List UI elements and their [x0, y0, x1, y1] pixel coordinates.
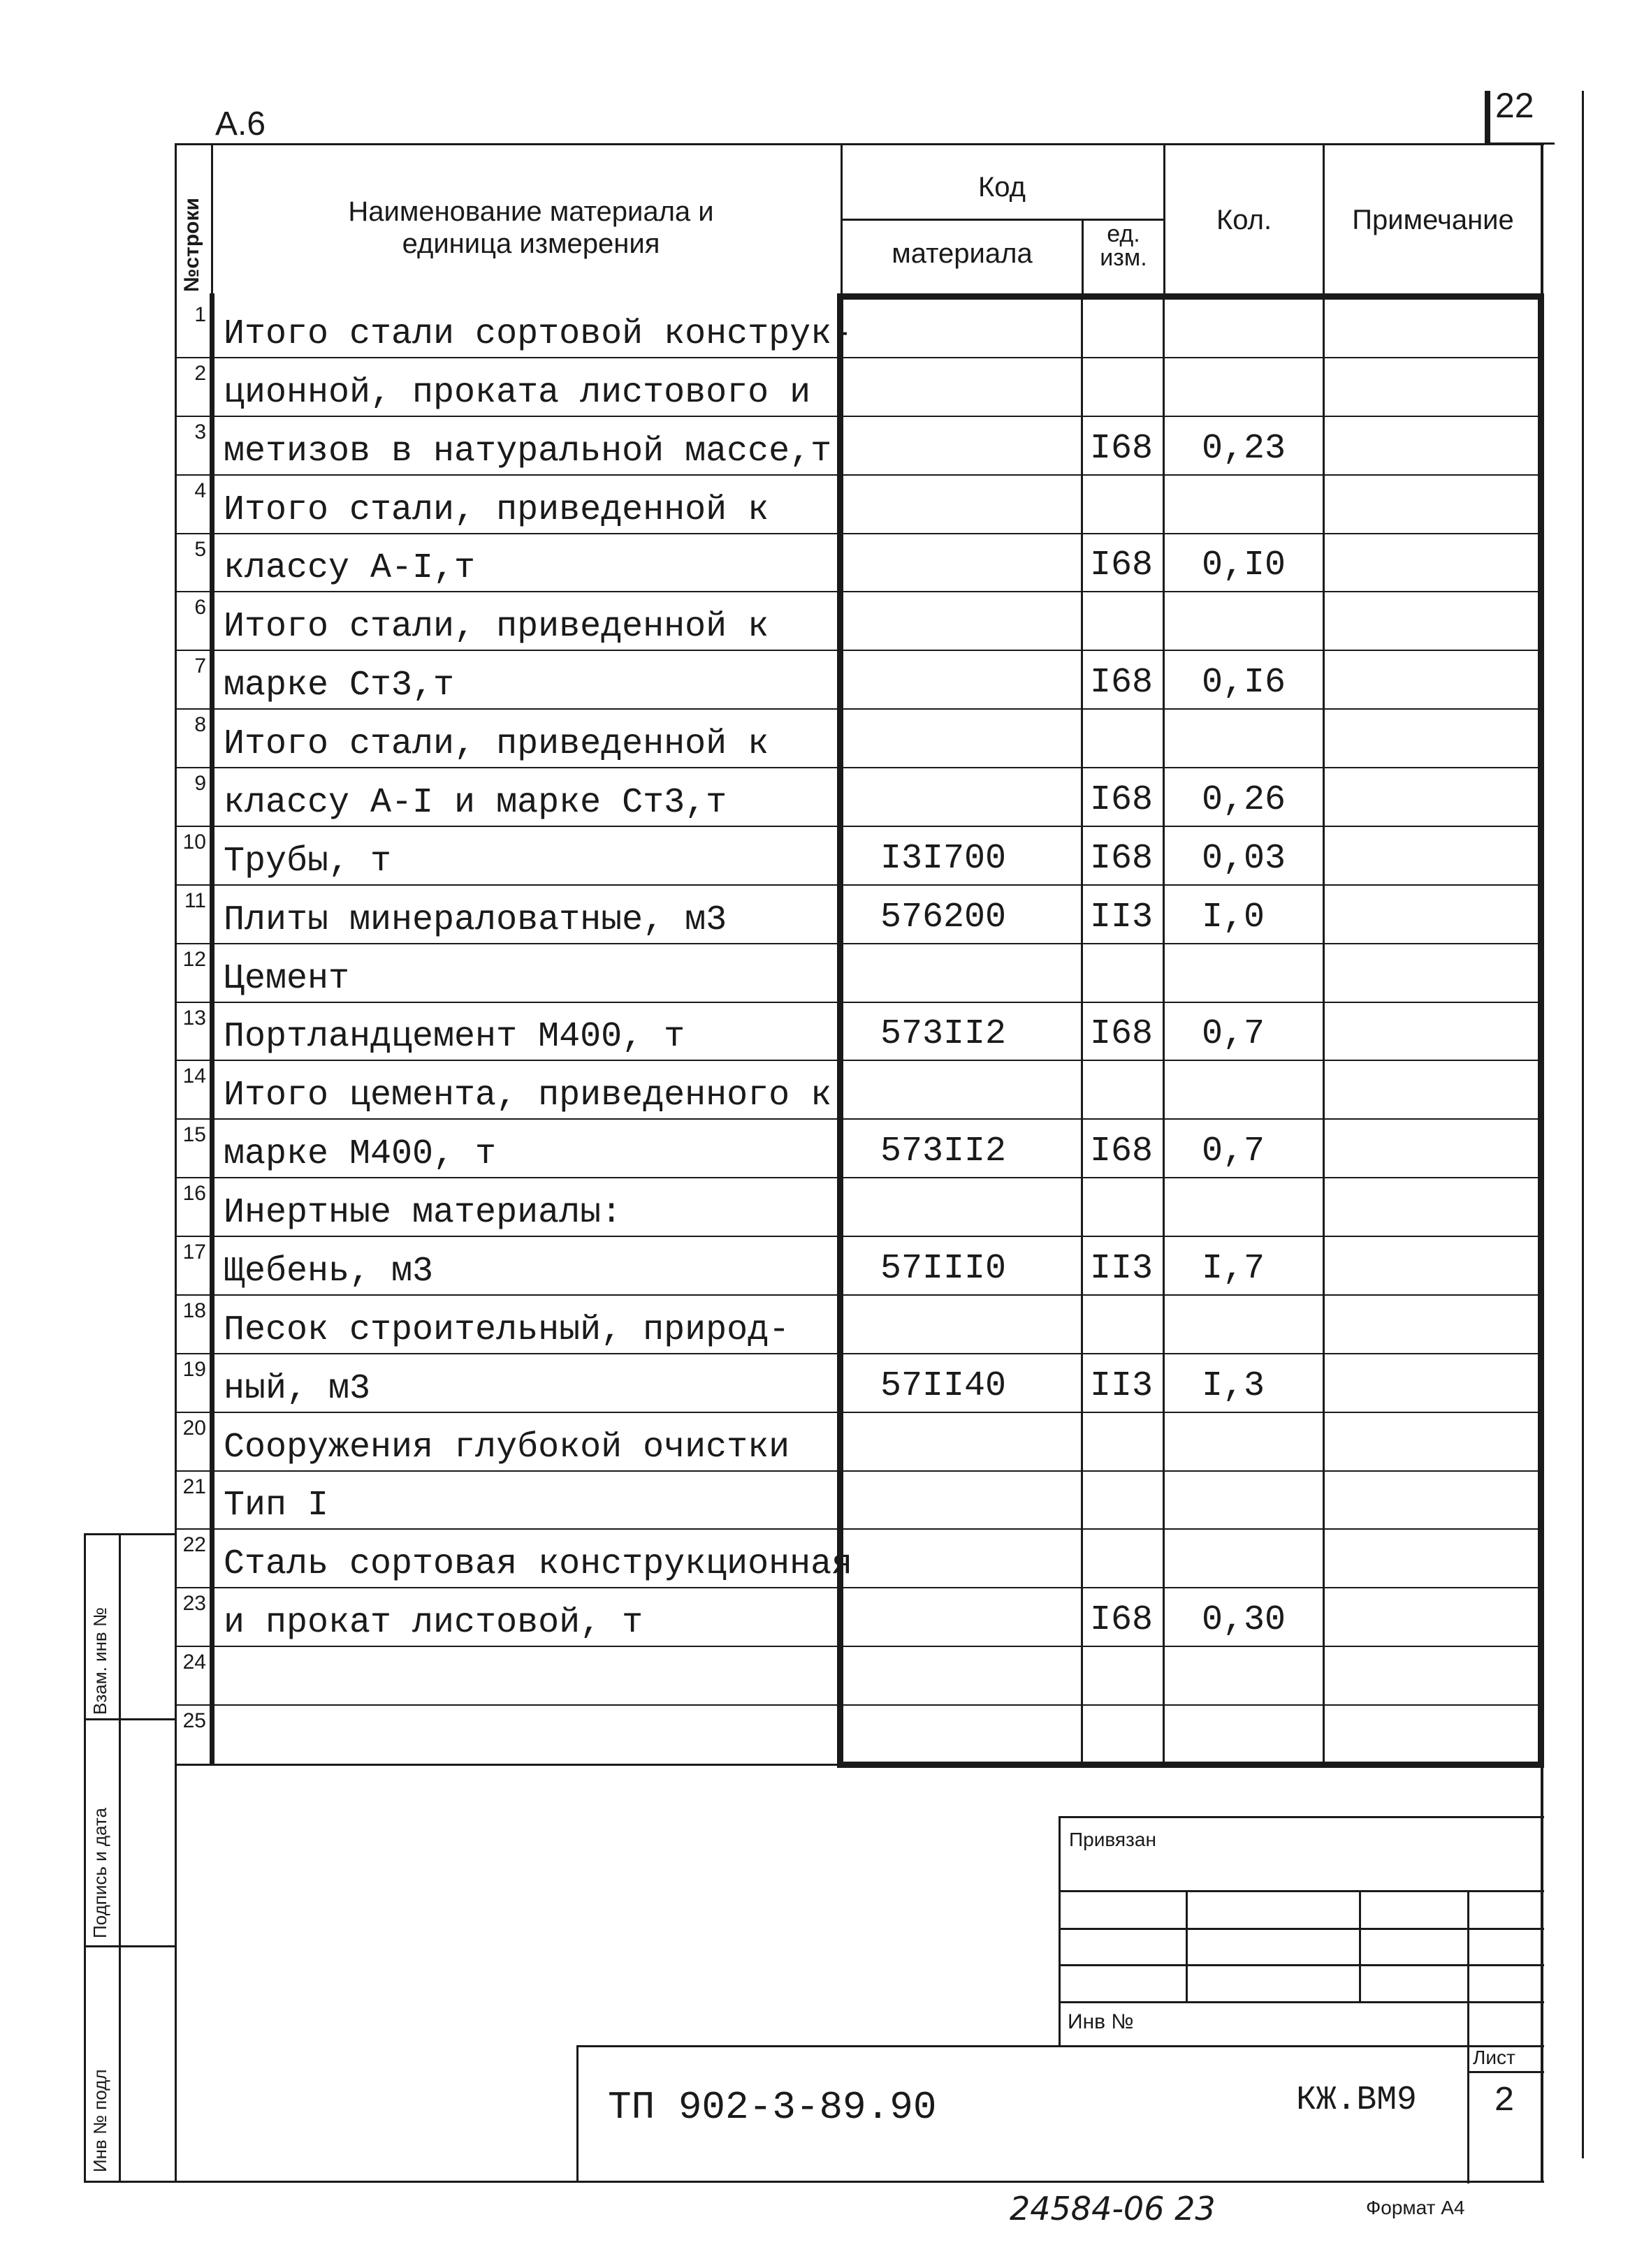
- footer-handwritten: 24584-06 23: [1010, 2190, 1216, 2227]
- row-separator: [175, 591, 1541, 592]
- row-number: 7: [194, 654, 206, 678]
- header-note: Примечание: [1352, 205, 1514, 235]
- stamp-sheet-divider: [1467, 2071, 1544, 2073]
- row-separator: [175, 767, 1541, 768]
- row-material-code: 576200: [880, 898, 1007, 937]
- row-separator: [175, 1353, 1541, 1354]
- header-row-no: №строки: [180, 198, 203, 292]
- stamp-col-c: [1467, 1890, 1469, 2183]
- row-number: 25: [182, 1709, 206, 1732]
- row-unit: II3: [1090, 1249, 1154, 1289]
- row-number: 21: [182, 1475, 206, 1498]
- row-name: Тип I: [224, 1486, 329, 1526]
- frame-left: [175, 143, 177, 2183]
- row-number: 4: [194, 479, 206, 502]
- stamp-row-c: [1059, 1964, 1544, 1966]
- row-unit: I68: [1090, 1014, 1154, 1054]
- stamp-sheet-label: Лист: [1473, 2047, 1515, 2068]
- side-sep-3: [84, 1945, 175, 1947]
- side-zam-inv: Взам. инв №: [89, 1607, 110, 1715]
- side-inv-podl: Инв № подл: [89, 2069, 110, 2172]
- row-qty: 0,7: [1202, 1014, 1265, 1054]
- row-name: Инертные материалы:: [224, 1193, 623, 1233]
- stamp-top-left: [1059, 1816, 1061, 2047]
- row-number: 1: [194, 303, 206, 326]
- row-number: 2: [194, 362, 206, 385]
- row-separator: [175, 884, 1541, 886]
- row-qty: I,7: [1202, 1249, 1265, 1289]
- stamp-doc-code: ТП 902-3-89.90: [608, 2085, 937, 2130]
- row-unit: I68: [1090, 780, 1154, 820]
- row-number: 8: [194, 713, 206, 736]
- body-col-rowno-thick: [210, 293, 214, 1764]
- side-sep-2: [84, 1718, 175, 1720]
- body-right-thick: [1538, 293, 1544, 1767]
- row-separator: [175, 650, 1541, 651]
- row-number: 18: [182, 1299, 206, 1322]
- row-number: 22: [182, 1533, 206, 1556]
- row-qty: 0,26: [1202, 780, 1286, 820]
- row-name: Итого стали, приведенной к: [224, 607, 769, 647]
- row-name: Плиты минераловатные, м3: [224, 900, 727, 940]
- frame-right-outer: [1582, 91, 1584, 2158]
- row-qty: I,3: [1202, 1366, 1265, 1406]
- row-name: Трубы, т: [224, 842, 392, 881]
- stamp-privyazan: Привязан: [1069, 1829, 1156, 1850]
- header-name: Наименование материала и единица измерения: [348, 196, 714, 259]
- row-number: 17: [182, 1241, 206, 1264]
- stamp-main-top: [576, 2045, 1544, 2047]
- stamp-row-d: [1059, 2001, 1544, 2003]
- stamp-main-left: [576, 2045, 579, 2183]
- row-qty: 0,I6: [1202, 663, 1286, 703]
- row-separator: [175, 533, 1541, 534]
- row-separator: [175, 1587, 1541, 1588]
- side-sep-1: [84, 1533, 175, 1535]
- header-unit: ед. изм.: [1100, 221, 1147, 271]
- row-number: 3: [194, 420, 206, 444]
- stamp-col-a: [1186, 1890, 1188, 2003]
- body-top-thick: [837, 293, 1544, 300]
- row-number: 19: [182, 1358, 206, 1381]
- row-separator: [175, 1528, 1541, 1530]
- body-bottom-thin: [175, 1764, 838, 1766]
- row-unit: I68: [1090, 1600, 1154, 1640]
- row-separator: [175, 1294, 1541, 1296]
- side-col-divider: [119, 1533, 121, 2183]
- row-name: Цемент: [224, 959, 350, 999]
- row-name: ционной, проката листового и: [224, 373, 811, 413]
- stamp-col-b: [1359, 1890, 1361, 2003]
- row-number: 23: [182, 1592, 206, 1615]
- row-unit: I68: [1090, 839, 1154, 879]
- row-separator: [175, 416, 1541, 417]
- row-unit: II3: [1090, 1366, 1154, 1406]
- stamp-row-a: [1059, 1890, 1544, 1892]
- row-name: Портландцемент М400, т: [224, 1017, 685, 1057]
- row-number: 15: [182, 1123, 206, 1146]
- row-material-code: 57III0: [880, 1249, 1007, 1289]
- side-podpis: Подпись и дата: [89, 1807, 110, 1938]
- row-unit: I68: [1090, 1132, 1154, 1171]
- body-col-unit: [1081, 293, 1083, 1764]
- row-number: 20: [182, 1417, 206, 1440]
- row-name: Сооружения глубокой очистки: [224, 1428, 790, 1468]
- row-number: 12: [182, 948, 206, 971]
- row-separator: [175, 943, 1541, 944]
- row-name: марке Ст3,т: [224, 666, 455, 705]
- row-separator: [175, 1704, 1541, 1706]
- stamp-section-code: КЖ.ВМ9: [1296, 2082, 1417, 2119]
- row-unit: I68: [1090, 429, 1154, 469]
- row-name: Итого цемента, приведенного к: [224, 1076, 832, 1115]
- row-number: 6: [194, 596, 206, 619]
- row-number: 24: [182, 1651, 206, 1674]
- row-qty: 0,23: [1202, 429, 1286, 469]
- row-unit: I68: [1090, 663, 1154, 703]
- row-qty: 0,7: [1202, 1132, 1265, 1171]
- row-separator: [175, 1002, 1541, 1003]
- row-name: Песок строительный, природ-: [224, 1310, 790, 1350]
- row-unit: II3: [1090, 898, 1154, 937]
- row-number: 9: [194, 772, 206, 795]
- row-name: ный, м3: [224, 1369, 371, 1409]
- row-number: 14: [182, 1065, 206, 1088]
- row-name: Итого стали, приведенной к: [224, 490, 769, 530]
- row-separator: [175, 708, 1541, 710]
- row-separator: [175, 826, 1541, 827]
- row-number: 13: [182, 1007, 206, 1030]
- stamp-sheet-no: 2: [1494, 2082, 1515, 2121]
- stamp-row-b: [1059, 1928, 1544, 1930]
- body-col-qty: [1163, 293, 1165, 1764]
- row-name: Сталь сортовая конструкционная: [224, 1544, 853, 1584]
- row-name: классу А-I,т: [224, 548, 476, 588]
- row-separator: [175, 1177, 1541, 1178]
- row-qty: I,0: [1202, 898, 1265, 937]
- row-name: классу А-I и марке Ст3,т: [224, 783, 727, 823]
- row-separator: [175, 474, 1541, 476]
- row-unit: I68: [1090, 546, 1154, 585]
- row-name: марке М400, т: [224, 1134, 497, 1174]
- frame-bottom: [84, 2181, 1544, 2183]
- row-name: Итого стали, приведенной к: [224, 724, 769, 764]
- body-col-note: [1323, 293, 1325, 1764]
- header-col-name-left: [211, 143, 213, 297]
- row-separator: [175, 1060, 1541, 1061]
- row-separator: [175, 357, 1541, 358]
- row-name: Итого стали сортовой конструк-: [224, 314, 853, 354]
- stamp-inv-no: Инв №: [1068, 2010, 1134, 2033]
- row-qty: 0,I0: [1202, 546, 1286, 585]
- header-qty: Кол.: [1216, 205, 1272, 235]
- row-number: 11: [184, 889, 206, 912]
- row-number: 10: [182, 831, 206, 854]
- page-number-bar: [1485, 91, 1490, 144]
- row-separator: [175, 1118, 1541, 1120]
- corner-label: А.6: [215, 105, 266, 142]
- row-material-code: 57II40: [880, 1366, 1007, 1406]
- row-name: и прокат листовой, т: [224, 1603, 643, 1643]
- header-material-code: материала: [892, 238, 1033, 269]
- row-qty: 0,03: [1202, 839, 1286, 879]
- stamp-priv-top: [1059, 1816, 1544, 1818]
- side-strip-left: [84, 1533, 86, 2183]
- row-material-code: I3I700: [880, 839, 1007, 879]
- page-number: 22: [1495, 86, 1534, 125]
- row-number: 5: [194, 538, 206, 561]
- row-separator: [175, 1646, 1541, 1647]
- row-separator: [175, 1412, 1541, 1413]
- row-separator: [175, 1236, 1541, 1237]
- frame-top: [175, 143, 1544, 145]
- row-name: Щебень, м3: [224, 1252, 434, 1292]
- footer-format: Формат А4: [1366, 2197, 1465, 2218]
- body-bottom-thick: [837, 1762, 1544, 1768]
- row-separator: [175, 1470, 1541, 1472]
- row-material-code: 573II2: [880, 1132, 1007, 1171]
- row-number: 16: [182, 1182, 206, 1205]
- header-code: Код: [977, 172, 1026, 203]
- row-name: метизов в натуральной массе,т: [224, 432, 832, 471]
- row-material-code: 573II2: [880, 1014, 1007, 1054]
- row-qty: 0,30: [1202, 1600, 1286, 1640]
